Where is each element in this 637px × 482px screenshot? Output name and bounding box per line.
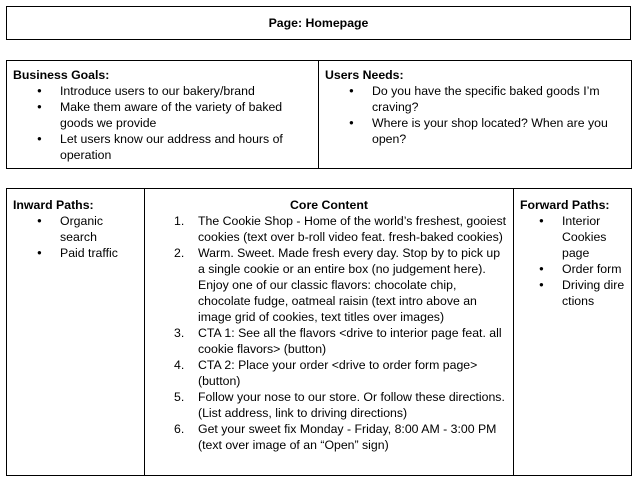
list-item: ● Paid traffic <box>13 245 138 261</box>
forward-paths-list <box>520 213 625 309</box>
list-item: ● Make them aware of the variety of baked goods we provide <box>13 99 312 131</box>
list-item: ● Do you have the specific baked goods I’m craving? <box>325 83 625 115</box>
item-text: CTA 1: See all the flavors <drive to interior page feat. all cookie flavors> (button) <box>198 326 502 356</box>
list-item <box>151 325 507 357</box>
core-content-list <box>151 213 507 453</box>
business-goals-cell <box>7 61 319 169</box>
list-item: ● Let users know our address and hours of operation <box>13 131 312 163</box>
item-number: 6. <box>174 422 185 436</box>
list-item <box>151 389 507 421</box>
list-item: ● Order form <box>520 261 625 277</box>
users-needs-heading: Users Needs: <box>325 68 404 82</box>
page-title: Page: Homepage <box>268 16 369 30</box>
goals-needs-table <box>6 60 632 169</box>
list-item: ● Driving directions <box>520 277 625 309</box>
list-item <box>151 245 507 325</box>
forward-paths-heading: Forward Paths: <box>520 198 610 212</box>
item-number: 2. <box>174 246 185 260</box>
users-needs-list <box>325 83 625 147</box>
list-item: ● Interior Cookies page <box>520 213 625 261</box>
item-text: CTA 2: Place your order <drive to order form page> (button) <box>198 358 478 388</box>
content-paths-table <box>6 188 632 476</box>
item-text: The Cookie Shop - Home of the world’s freshest, gooiest cookies (text over b-roll video feat. fresh-baked cookies) <box>198 214 507 244</box>
inward-paths-cell <box>7 189 145 476</box>
users-needs-cell <box>319 61 632 169</box>
item-number: 5. <box>174 390 185 404</box>
list-item: ● Introduce users to our bakery/brand <box>13 83 312 99</box>
item-number: 4. <box>174 358 185 372</box>
item-text: Warm. Sweet. Made fresh every day. Stop by to pick up a single cookie or an entire box (no judgement here). Enjoy one of our classic flavors: chocolate chip, chocolate fudge, oatmeal raisin (text intro above an image grid of cookies, text titles over images) <box>198 246 501 324</box>
list-item: ● Organic search <box>13 213 138 245</box>
forward-paths-cell <box>514 189 632 476</box>
item-number: 3. <box>174 326 185 340</box>
list-item: ● Where is your shop located? When are you open? <box>325 115 625 147</box>
core-content-cell <box>145 189 514 476</box>
inward-paths-heading: Inward Paths: <box>13 198 94 212</box>
business-goals-list <box>13 83 312 163</box>
page-title-box <box>6 6 631 40</box>
list-item <box>151 357 507 389</box>
item-number: 1. <box>174 214 185 228</box>
item-text: Get your sweet fix Monday - Friday, 8:00 AM - 3:00 PM (text over image of an “Open” sign) <box>198 422 497 452</box>
list-item <box>151 421 507 453</box>
inward-paths-list <box>13 213 138 261</box>
list-item <box>151 213 507 245</box>
item-text: Follow your nose to our store. Or follow these directions. (List address, link to driving directions) <box>198 390 505 420</box>
core-content-heading: Core Content <box>290 198 368 212</box>
business-goals-heading: Business Goals: <box>13 68 110 82</box>
